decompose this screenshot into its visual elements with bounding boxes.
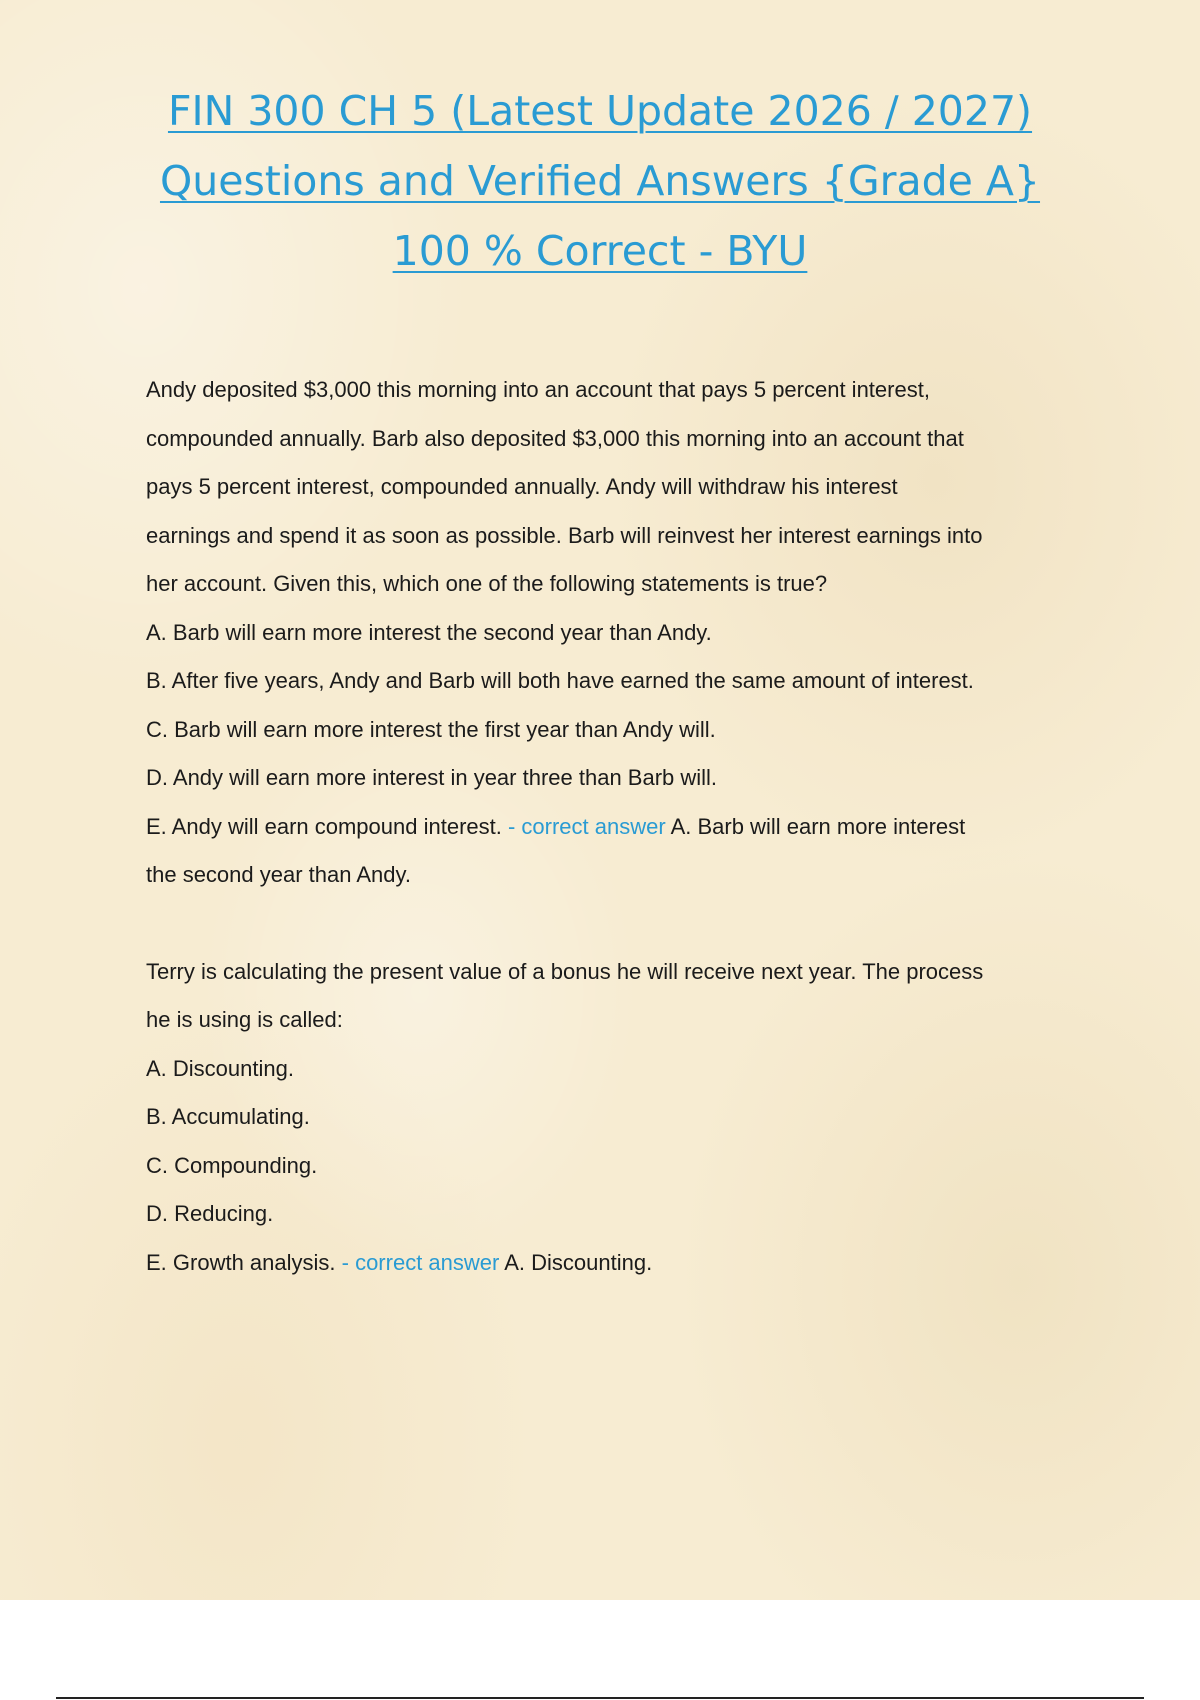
correct-answer-marker: - correct answer xyxy=(501,813,671,839)
document-title xyxy=(100,76,1100,286)
question-1-option-a: A. Barb will earn more interest the second year than Andy. xyxy=(146,619,712,645)
question-1-stem-line: Andy deposited $3,000 this morning into an account that pays 5 percent interest, xyxy=(146,377,930,402)
question-2-answer: A. Discounting. xyxy=(504,1249,653,1275)
question-1-stem-line: pays 5 percent interest, compounded annually. Andy will withdraw his interest xyxy=(146,474,898,499)
question-1-option-e: E. Andy will earn compound interest. xyxy=(146,813,502,839)
question-1-stem-line: her account. Given this, which one of the following statements is true? xyxy=(146,571,828,596)
question-1-answer-continued: the second year than Andy. xyxy=(146,862,411,887)
question-2-stem-line: Terry is calculating the present value of a bonus he will receive next year. The process xyxy=(146,958,984,984)
correct-answer-marker: - correct answer xyxy=(335,1249,505,1275)
question-1-answer: A. Barb will earn more interest xyxy=(670,813,966,839)
question-block-1 xyxy=(146,366,1086,900)
question-1-option-b: B. After five years, Andy and Barb will both have earned the same amount of interest. xyxy=(146,668,974,693)
question-1-stem-line: compounded annually. Barb also deposited $3,000 this morning into an account that xyxy=(146,425,964,451)
question-2-option-c: C. Compounding. xyxy=(146,1152,318,1178)
questions-content xyxy=(146,366,1086,1287)
question-2-option-b: B. Accumulating. xyxy=(146,1104,310,1129)
question-2-option-a: A. Discounting. xyxy=(146,1055,294,1081)
question-1-option-d: D. Andy will earn more interest in year three than Barb will. xyxy=(146,765,718,790)
title-line-2: Questions and Verified Answers {Grade A} xyxy=(159,157,1041,205)
footer-divider xyxy=(56,1697,1144,1699)
question-2-option-e: E. Growth analysis. xyxy=(146,1249,336,1275)
question-1-option-e-line xyxy=(146,803,1086,852)
question-2-option-d: D. Reducing. xyxy=(146,1201,274,1226)
question-2-option-e-line xyxy=(146,1239,1086,1288)
question-1-option-c: C. Barb will earn more interest the first year than Andy will. xyxy=(146,716,716,742)
question-2-stem-line: he is using is called: xyxy=(146,1007,343,1032)
title-line-1: FIN 300 CH 5 (Latest Update 2026 / 2027) xyxy=(167,87,1033,135)
question-1-stem-line: earnings and spend it as soon as possible. Barb will reinvest her interest earnings into xyxy=(146,522,983,548)
title-line-3: 100 % Correct - BYU xyxy=(392,227,808,275)
question-block-2 xyxy=(146,948,1086,1288)
